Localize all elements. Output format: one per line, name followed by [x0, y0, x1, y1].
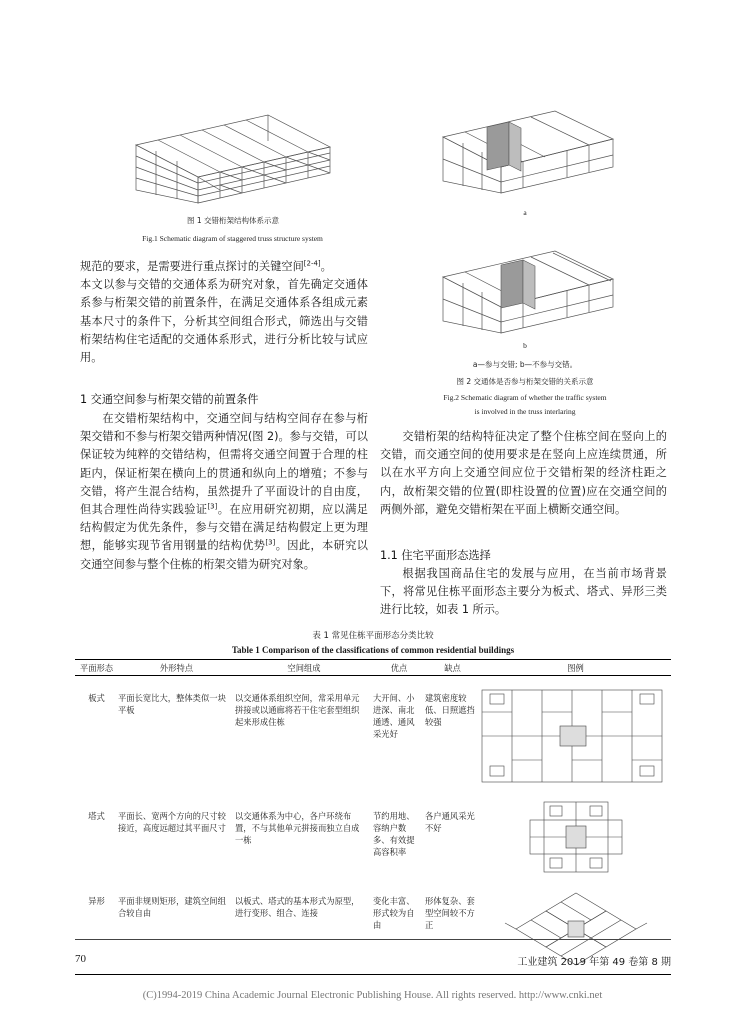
- cell-pros: 节约用地、容纳户数多、有效提高容积率: [373, 810, 415, 857]
- figure-2-caption-en-2: is involved in the truss interlaring: [474, 407, 576, 416]
- header-plan-form: 平面形态: [75, 660, 118, 676]
- footer-rule: [75, 939, 671, 940]
- slab-plan-icon: [480, 682, 666, 788]
- figure-1-truss-diagram: [128, 95, 338, 205]
- figure-1-caption-cn: 图 1 交错桁架结构体系示意: [186, 216, 280, 225]
- cell-pros: 大开间、小进深、南北通透、通风采光好: [373, 693, 415, 739]
- table-1: [75, 659, 671, 975]
- ref-2-4: [2-4]: [303, 259, 321, 268]
- left-intro-text: [80, 258, 368, 367]
- figure-2-caption-en-1: Fig.2 Schematic diagram of whether the traffic system: [443, 393, 607, 402]
- right-paragraph-2: 交错桁架的结构特征决定了整个住栋空间在竖向上的交错，而交通空间的使用要求是在竖向上应连续贯通，所以在水平方向上交通空间应位于交错桁架的经济柱距之内，故桁架交错的位置(即柱设置的位置)应在交通空间的两侧外部，避免交错桁架在平面上横断交通空间。: [380, 430, 667, 516]
- cell-shape: 平面非规则矩形，建筑空间组合较自由: [118, 879, 235, 975]
- section-1-heading: 1 交通空间参与桁架交错的前置条件: [80, 393, 259, 406]
- figure-2-caption-cn: 图 2 交通体是否参与桁架交错的关系示意: [456, 377, 594, 386]
- figure-1-caption-en: Fig.1 Schematic diagram of staggered truss structure system: [142, 234, 323, 243]
- cell-shape: 平面长宽比大，整体类似一块平板: [118, 693, 226, 715]
- cell-space: 以交通体系为中心，各户环绕布置，不与其他单元拼接而独立自成一栋: [235, 810, 360, 845]
- table-1-title-cn: 表 1 常见住栋平面形态分类比较: [312, 631, 434, 641]
- truss-with-core-a: [435, 95, 620, 195]
- figure-2b-label: b: [523, 341, 527, 350]
- copyright-watermark: (C)1994-2019 China Academic Journal Electronic Publishing House. All rights reserved. http://www.cnki.net: [142, 990, 603, 1001]
- cell-cons: 建筑密度较低、日照遮挡较强: [425, 693, 475, 727]
- table-header-row: [75, 660, 671, 676]
- figure-2a-label: a: [523, 208, 527, 217]
- truss-with-core-b: [435, 235, 620, 335]
- intro-line-1: 规范的要求，是需要进行重点探讨的关键空间[2-4]。: [80, 259, 332, 273]
- truss-isometric-drawing: [128, 95, 338, 205]
- page-number: 70: [75, 953, 86, 965]
- cell-cons: 形体复杂、套型空间较不方正: [425, 879, 480, 975]
- table-row: [75, 676, 671, 794]
- right-paragraph-3: 根据我国商品住宅的发展与应用，在当前市场背景下，将常见住栋平面形态主要分为板式、塔式、异形三类进行比较，如表 1 所示。: [380, 567, 667, 617]
- cell-pros: 变化丰富、形式较为自由: [373, 879, 425, 975]
- cell-type: 异形: [75, 879, 118, 975]
- table-row: [75, 794, 671, 879]
- table-1-title-en: Table 1 Comparison of the classifications of common residential buildings: [231, 645, 515, 655]
- header-pros: 优点: [373, 660, 425, 676]
- cell-shape: 平面长、宽两个方向的尺寸较接近，高度远超过其平面尺寸: [118, 810, 226, 833]
- header-space: 空间组成: [235, 660, 373, 676]
- cell-illustration: [480, 676, 671, 794]
- figure-2b-truss-diagram: [435, 235, 620, 335]
- header-illustration: 图例: [480, 660, 671, 676]
- figure-2a-truss-diagram: [435, 95, 620, 195]
- journal-info: 工业建筑 2019 年第 49 卷第 8 期: [517, 957, 671, 968]
- cell-space: 以板式、塔式的基本形式为原型，进行变形、组合、连接: [235, 879, 373, 975]
- cell-type: 板式: [88, 693, 105, 703]
- ref-3a: [3]: [207, 502, 218, 511]
- cell-space: 以交通体系组织空间，常采用单元拼接或以通廊将若干住宅套型组织起来形成住栋: [235, 693, 360, 727]
- ref-3b: [3]: [265, 538, 276, 547]
- section-1-paragraph: 在交错桁架结构中，交通空间与结构空间存在参与桁架交错和不参与桁架交错两种情况(图 2)。参与交错，可以保证较为纯粹的交错结构，但需将交通空间置于合理的柱距内，保证桁架在横向上的贯通和纵向上的增殖；不参与交错，将产生混合结构，虽然提升了平面设计的自由度，但其合理性尚待实践验证[3]。在应用研究初期，应以满足结构假定为优先条件，参与交错在满足结构假定上更为理想，能够实现节省用钢量的结构优势[3]。因此，本研究以交通空间参与整个住栋的桁架交错为研究对象。: [80, 412, 368, 571]
- intro-paragraph: 本文以参与交错的交通体系为研究对象，首先确定交通体系参与桁架交错的前置条件，在满足交通体系各组成元素基本尺寸的条件下，分析其空间组合形式，筛选出与交错桁架结构住宅适配的交通体系形式，进行分析比较与试应用。: [80, 278, 368, 365]
- header-shape: 外形特点: [118, 660, 235, 676]
- section-1-1-heading: 1.1 住宅平面形态选择: [380, 549, 491, 562]
- cell-cons: 各户通风采光不好: [425, 810, 475, 833]
- figure-2-sublegend: a—参与交错; b—不参与交错。: [472, 360, 578, 369]
- tower-plan-icon: [526, 798, 626, 876]
- cell-type: 塔式: [88, 810, 105, 821]
- cell-illustration: [480, 794, 671, 879]
- header-cons: 缺点: [425, 660, 480, 676]
